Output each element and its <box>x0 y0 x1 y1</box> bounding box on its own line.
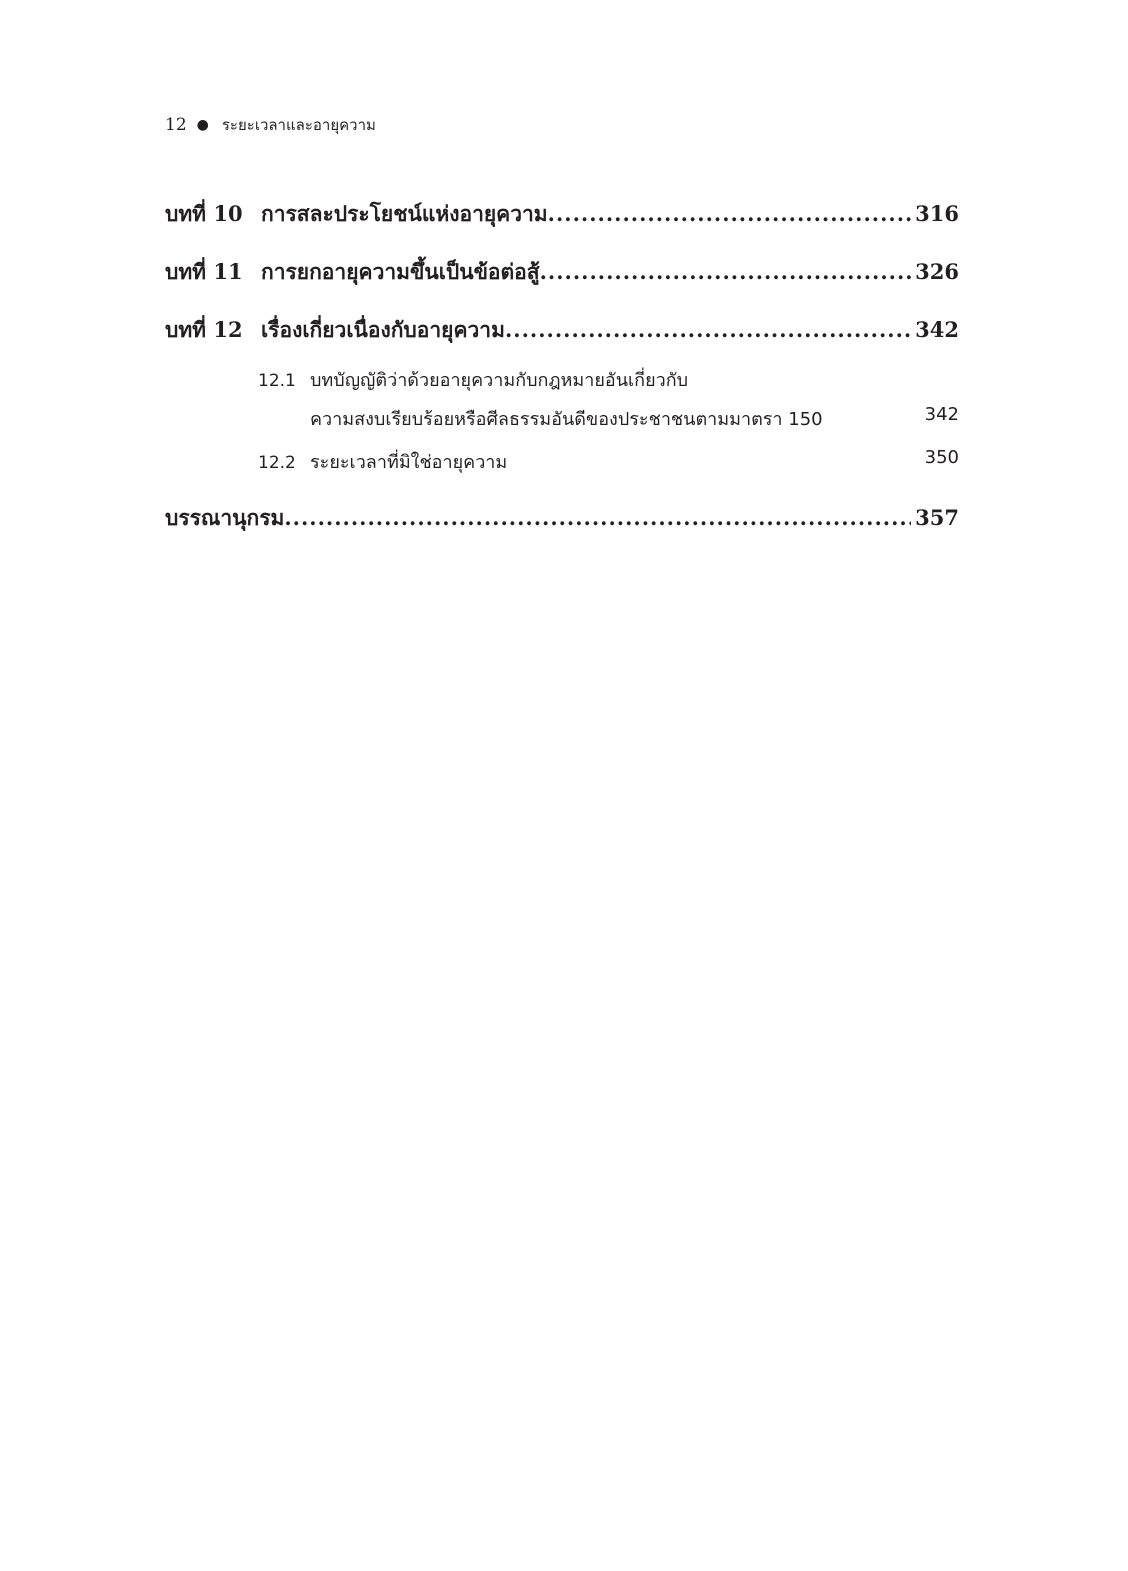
toc-section-12-2[interactable] <box>258 447 959 476</box>
chapter-title: เรื่องเกี่ยวเนื่องกับอายุความ <box>261 317 505 342</box>
bibliography-title: บรรณานุกรม <box>165 505 285 530</box>
section-page: 342 <box>924 404 959 425</box>
running-title: ระยะเวลาและอายุความ <box>221 116 376 134</box>
chapter-label: บทที่ 12 <box>165 317 243 342</box>
chapter-label: บทที่ 10 <box>165 201 243 226</box>
toc-section-12-1[interactable] <box>258 365 959 394</box>
chapter-title: การยกอายุความขึ้นเป็นข้อต่อสู้ <box>261 259 540 284</box>
bibliography-page: 357 <box>915 505 959 530</box>
section-title: ระยะเวลาที่มิใช่อายุความ <box>310 452 508 473</box>
chapter-title: การสละประโยชน์แห่งอายุความ <box>261 201 548 226</box>
toc-bibliography[interactable] <box>165 502 959 536</box>
dot-leader <box>284 505 911 530</box>
dot-leader <box>548 201 912 226</box>
toc-chapter-11[interactable] <box>165 256 959 290</box>
chapter-page: 342 <box>915 317 959 342</box>
toc-chapter-12[interactable] <box>165 314 959 348</box>
section-title-line1: บทบัญญัติว่าด้วยอายุความกับกฎหมายอันเกี่ยวกับ <box>310 370 689 391</box>
dot-leader <box>540 259 912 284</box>
chapter-label: บทที่ 11 <box>165 259 243 284</box>
section-number: 12.2 <box>258 453 296 473</box>
bullet-icon: ● <box>196 117 209 133</box>
toc-section-12-1-continued[interactable] <box>310 404 959 433</box>
running-header <box>165 114 376 136</box>
page-number: 12 <box>165 115 187 135</box>
chapter-page: 316 <box>915 201 959 226</box>
section-title-line2: ความสงบเรียบร้อยหรือศีลธรรมอันดีของประชาชนตามมาตรา 150 <box>310 409 823 430</box>
toc-chapter-10[interactable] <box>165 198 959 232</box>
section-number: 12.1 <box>258 371 296 391</box>
chapter-page: 326 <box>915 259 959 284</box>
dot-leader <box>505 317 911 342</box>
section-page: 350 <box>924 447 959 468</box>
